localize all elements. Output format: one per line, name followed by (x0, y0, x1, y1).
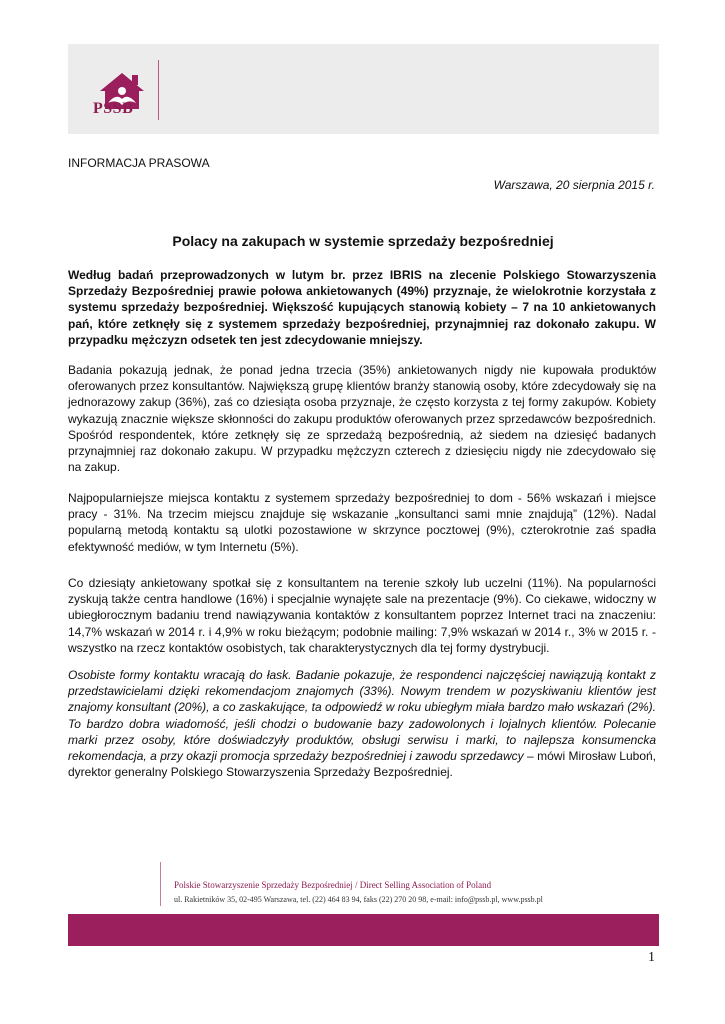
body-paragraph-2: Najpopularniejsze miejsca kontaktu z systemem sprzedaży bezpośredniej to dom - 56% wskazań i miejsce pracy - 31%. Na trzecim miejscu znajduje się wskazanie „konsultanci sami mnie znajdują” (12%). Nadal popularną metodą kontaktu są ulotki pozostawione w skrzynce pocztowej (9%), czterokrotnie zaś spadła efektywność mediów, w tym Internetu (5%). (68, 491, 656, 554)
quote-paragraph (68, 667, 656, 780)
document-title: Polacy na zakupach w systemie sprzedaży bezpośredniej (172, 233, 554, 249)
footer-address: ul. Rakietników 35, 02-495 Warszawa, tel. (22) 464 83 94, faks (22) 270 20 98, e-mail: info@pssb.pl, www.pssb.pl (174, 895, 543, 904)
header-band (68, 44, 659, 134)
logo-text: PSSB (93, 100, 134, 117)
page-number: 1 (648, 950, 655, 965)
lead-paragraph: Według badań przeprowadzonych w lutym br. przez IBRIS na zlecenie Polskiego Stowarzyszenia Sprzedaży Bezpośredniej prawie połowa ankietowanych (49%) przyznaje, że wielokrotnie korzystała z systemu sprzedaży bezpośredniej. Większość kupujących stanowią kobiety – 7 na 10 ankietowanych pań, które zetknęły się z systemem sprzedaży bezpośredniej, przynajmniej raz dokonało zakupu. W przypadku mężczyzn odsetek ten jest zdecydowanie mniejszy. (68, 268, 656, 347)
footer-band (68, 914, 659, 946)
body-paragraph-3: Co dziesiąty ankietowany spotkał się z konsultantem na terenie szkoły lub uczelni (11%). Na popularności zyskują także centra handlowe (16%) i specjalnie wynajęte sale na prezentacje (9%). Co ciekawe, widoczny w ubiegłorocznym badaniu trend nawiązywania kontaktów z konsultantem poprzez Internet traci na znaczeniu: 14,7% wskazań w 2014 r. i 4,9% w roku bieżącym; podobnie mailing: 7,9% wskazań w 2014 r., 3% w 2015 r. - wszystko na rzecz kontaktów osobistych, tak charakterystycznych dla tej formy dystrybucji. (68, 576, 656, 655)
footer-organization: Polskie Stowarzyszenie Sprzedaży Bezpośredniej / Direct Selling Association of Poland (174, 880, 492, 890)
logo-divider (158, 60, 159, 120)
press-release-label: INFORMACJA PRASOWA (68, 156, 210, 170)
quote-text: Osobiste formy kontaktu wracają do łask. Badanie pokazuje, że respondenci najczęściej nawiązują kontakt z przedstawicielami dzięki rekomendacjom znajomych (33%). Nowym trendem w pozyskiwaniu klientów jest znajomy konsultant (20%), a co zaskakujące, ta odpowiedź w roku ubiegłym miała bardzo mało wskazań (2%). To bardzo dobra wiadomość, jeśli chodzi o budowanie bazy zadowolonych i lojalnych klientów. Polecanie marki przez osoby, które doświadczyły produktów, obsługi serwisu i marki, to najlepsza konsumencka rekomendacja, a przy okazji promocja sprzedaży bezpośredniej i zawodu sprzedawcy (68, 668, 656, 764)
date-line: Warszawa, 20 sierpnia 2015 r. (493, 178, 655, 192)
quote-attribution: – mówi Mirosław Luboń, dyrektor generalny Polskiego Stowarzyszenia Sprzedaży Bezpośredniej. (68, 749, 656, 780)
footer-divider (160, 862, 161, 906)
body-paragraph-1: Badania pokazują jednak, że ponad jedna trzecia (35%) ankietowanych nigdy nie kupowała produktów oferowanych przez konsultantów. Największą grupę klientów branży stanowią osoby, które zdecydowały się na jednorazowy zakup (36%), zaś co dziesiąta osoba przyznaje, że często korzysta z tej formy zakupów. Kobiety wykazują znacznie większe skłonności do zakupu produktów oferowanych przez sprzedawców bezpośrednich. Spośród respondentek, które zetknęły się ze sprzedażą bezpośrednią, aż siedem na dziesięć badanych przynajmniej raz dokonało zakupu. W przypadku mężczyzn czterech z dziesięciu nigdy nie zdecydowało się na zakup. (68, 363, 656, 475)
